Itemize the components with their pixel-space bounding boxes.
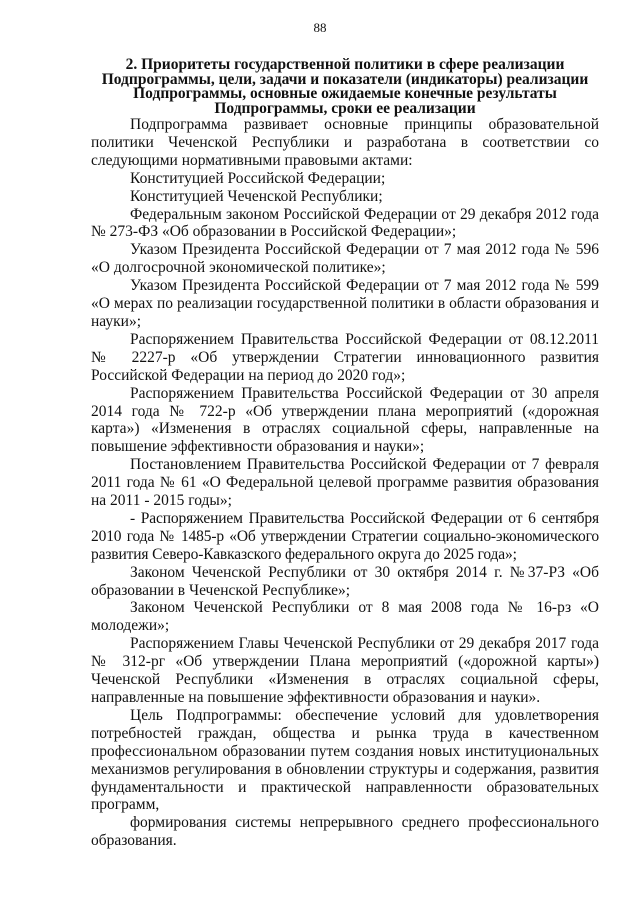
section-heading-line: Подпрограммы, основные ожидаемые конечные результаты	[133, 85, 557, 102]
paragraph-act: Распоряжением Правительства Российской Федерации от 30 апреля 2014 года № 722-р «Об утверждении плана мероприятий («дорожная карта») «Изменения в отраслях социальной сферы, направленные на повышение эффективности образования и науки»;	[91, 384, 599, 456]
document-body	[91, 116, 599, 850]
paragraph-act: Указом Президента Российской Федерации от 7 мая 2012 года № 596 «О долгосрочной экономической политике»;	[91, 241, 599, 277]
paragraph-act: Конституцией Чеченской Республики;	[130, 187, 383, 205]
paragraph-intro: Подпрограмма развивает основные принципы образовательной политики Чеченской Республики и разработана в соответствии со следующими нормативными правовыми актами:	[91, 116, 599, 169]
paragraph-act: Законом Чеченской Республики от 8 мая 2008 года № 16-рз «О молодежи»;	[91, 599, 599, 635]
paragraph-goal-continued: формирования системы непрерывного среднего профессионального образования.	[91, 814, 599, 850]
paragraph-act: Постановлением Правительства Российской Федерации от 7 февраля 2011 года № 61 «О Федеральной целевой программе развития образования на 2011 - 2015 годы»;	[91, 456, 599, 510]
paragraph-act: - Распоряжением Правительства Российской Федерации от 6 сентября 2010 года № 1485-р «Об утверждении Стратегии социально-экономического развития Северо-Кавказского федерального округа до 2025 года»;	[91, 509, 599, 563]
section-heading	[90, 58, 600, 116]
section-heading-line: Подпрограммы, сроки ее реализации	[214, 99, 476, 117]
page-number: 88	[313, 20, 327, 35]
section-heading-line: 2. Приоритеты государственной политики в сфере реализации	[125, 56, 565, 73]
paragraph-act: Распоряжением Главы Чеченской Республики от 29 декабря 2017 года № 312-рг «Об утверждении Плана мероприятий («дорожной карты») Чеченской Республики «Изменения в отраслях социальной сферы, направленные на повышение эффективности образования и науки».	[91, 635, 599, 706]
paragraph-act: Федеральным законом Российской Федерации от 29 декабря 2012 года № 273-ФЗ «Об образовании в Российской Федерации»;	[91, 205, 599, 241]
paragraph-goal: Цель Подпрограммы: обеспечение условий для удовлетворения потребностей граждан, общества и рынка труда в качественном профессиональном образовании путем создания новых институциональных механизмов регулирования в обновлении структуры и содержания, развития фундаментальности и практической направленности образовательных программ,	[91, 706, 599, 814]
paragraph-act: Распоряжением Правительства Российской Федерации от 08.12.2011 № 2227-р «Об утверждении Стратегии инновационного развития Российской Федерации на период до 2020 год»;	[91, 330, 599, 384]
paragraph-act: Законом Чеченской Республики от 30 октября 2014 г. №37-РЗ «Об образовании в Чеченской Республике»;	[91, 563, 599, 599]
paragraph-act: Конституцией Российской Федерации;	[130, 169, 386, 187]
section-heading-line: Подпрограммы, цели, задачи и показатели (индикаторы) реализации	[101, 70, 589, 88]
paragraph-act: Указом Президента Российской Федерации от 7 мая 2012 года № 599 «О мерах по реализации государственной политики в области образования и науки»;	[91, 277, 599, 330]
